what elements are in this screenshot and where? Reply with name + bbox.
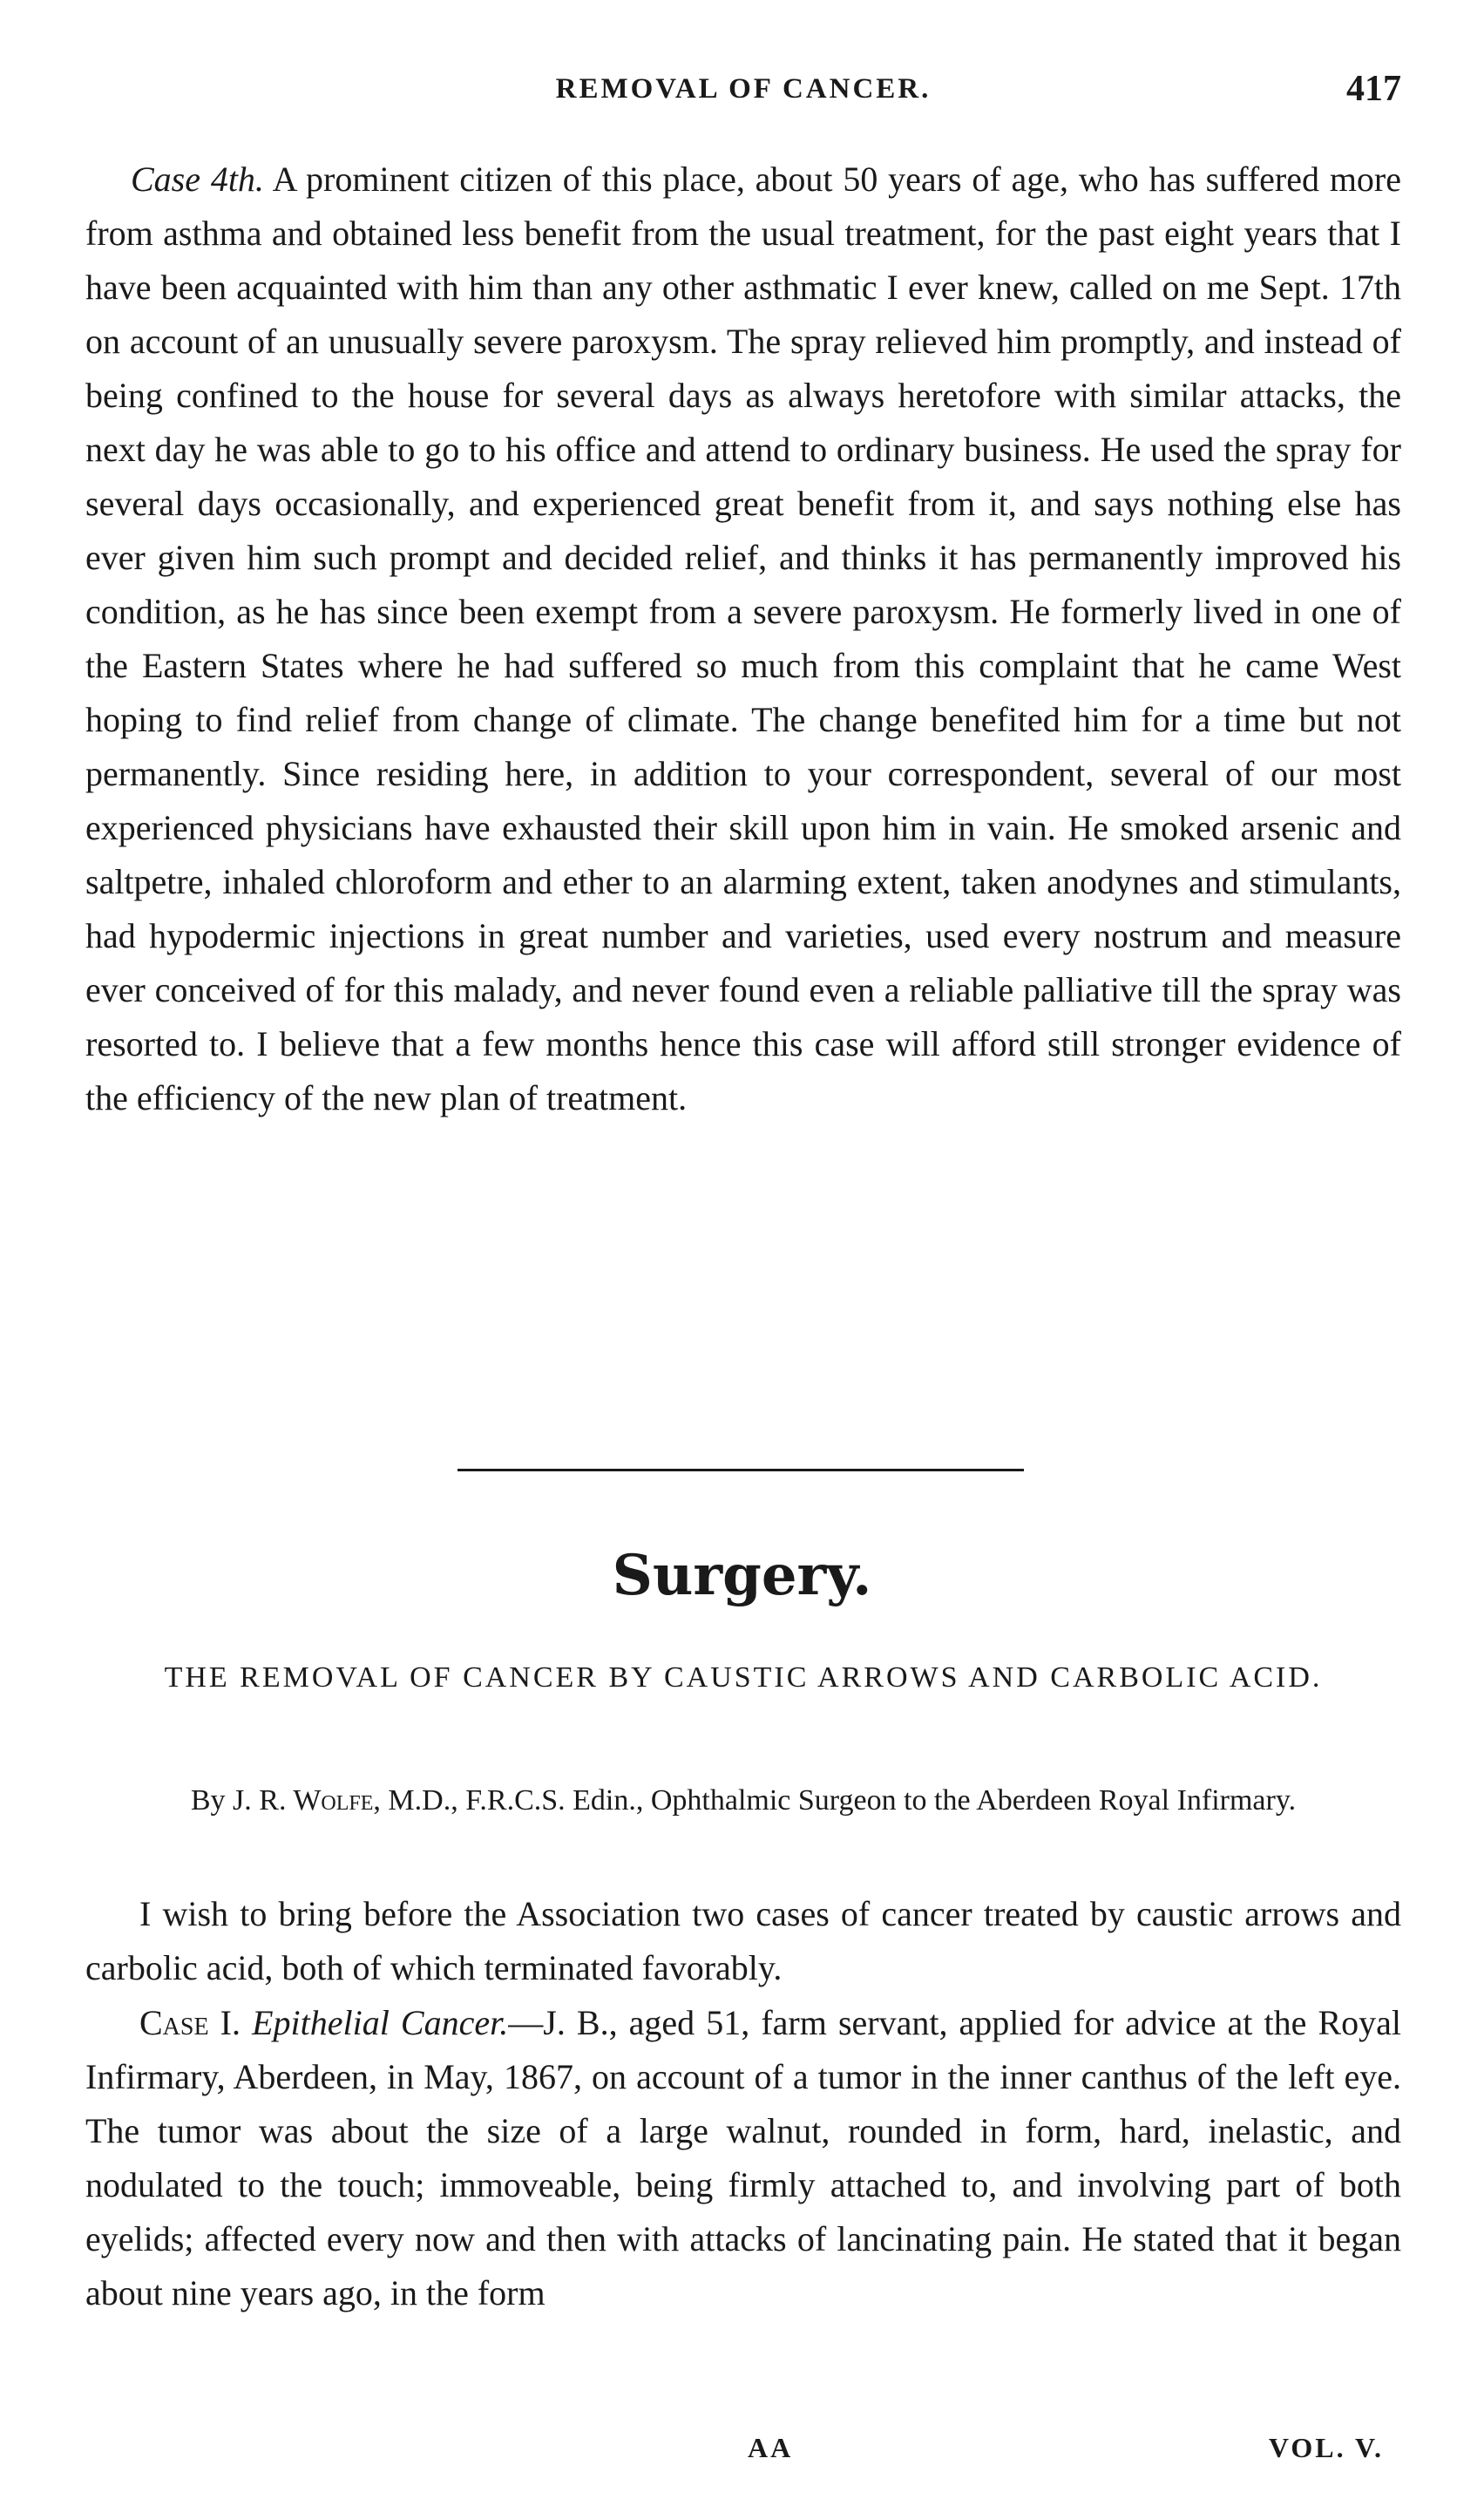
case-1-title: Epithelial Cancer. xyxy=(252,2003,509,2042)
volume-label: VOL. V. xyxy=(1268,2432,1384,2463)
page-header xyxy=(85,68,1401,120)
case-4-paragraph xyxy=(85,153,1401,1125)
page-footer xyxy=(85,2432,1401,2475)
section-divider xyxy=(457,1469,1024,1471)
author-name: J. R. Wolfe, xyxy=(233,1784,381,1817)
case-4-lead: Case 4th. xyxy=(131,160,264,199)
case-4-text: A prominent citizen of this place, about 50 years of age, who has suffered more from asthma and obtained less benefit from the usual treatment, for the past eight years that I have been acquainted with him than any other asthmatic I ever knew, called on me Sept. 17th on account of an unusually severe paroxysm. The spray relieved him promptly, and instead of being confined to the house for several days as always heretofore with similar attacks, the next day he was able to go to his office and attend to ordinary business. He used the spray for several days occasionally, and experienced great benefit from it, and says nothing else has ever given him such prompt and decided relief, and thinks it has permanently improved his condition, as he has since been exempt from a severe paroxysm. He formerly lived in one of the Eastern States where he had suffered so much from this complaint that he came West hoping to find relief from change of climate. The change benefited him for a time but not permanently. Since residing here, in addition to your correspondent, several of our most experienced physicians have exhausted their skill upon him in vain. He smoked arsenic and saltpetre, inhaled chloroform and ether to an alarming extent, taken anodynes and stimulants, had hypodermic injections in great number and varieties, used every nostrum and measure ever conceived of for this malady, and never found even a reliable palliative till the spray was resorted to. I believe that a few months hence this case will afford still stronger evidence of the efficiency of the new plan of treatment. xyxy=(85,160,1401,1117)
section-title: Surgery. xyxy=(612,1543,872,1608)
case-1-paragraph xyxy=(85,1996,1401,2320)
running-head: REMOVAL OF CANCER. xyxy=(555,73,932,105)
author-credentials: M.D., F.R.C.S. Edin., Ophthalmic Surgeon to the Aberdeen Royal Infirmary. xyxy=(388,1784,1297,1817)
page-number: 417 xyxy=(1346,69,1401,109)
article-title: THE REMOVAL OF CANCER BY CAUSTIC ARROWS AND CARBOLIC ACID. xyxy=(164,1661,1323,1694)
case-1-label: Case I. xyxy=(139,2003,241,2042)
case-1-text: —J. B., aged 51, farm servant, applied for advice at the Royal Infirmary, Aberdeen, in May, 1867, on account of a tumor in the inner canthus of the left eye. The tumor was about the size of a large walnut, rounded in form, hard, inelastic, and nodulated to the touch; immoveable, being firmly attached to, and involving part of both eyelids; affected every now and then with attacks of lancinating pain. He stated that it began about nine years ago, in the form xyxy=(85,2003,1401,2312)
signature-mark: AA xyxy=(748,2432,794,2463)
byline xyxy=(85,1778,1401,1823)
byline-prefix: By xyxy=(190,1784,226,1817)
intro-paragraph: I wish to bring before the Association two cases of cancer treated by caustic arrows and carbolic acid, both of which terminated favorably. xyxy=(85,1894,1401,1987)
